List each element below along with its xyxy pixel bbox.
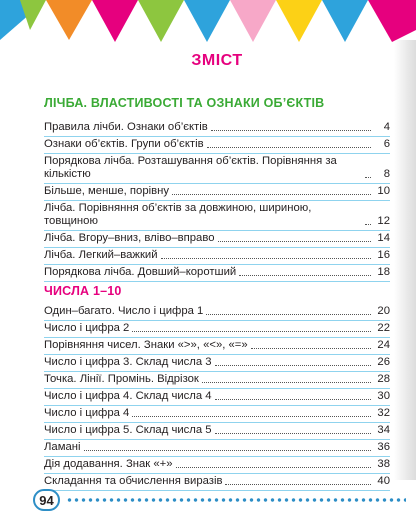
toc-entry[interactable]: [44, 201, 390, 231]
dot-leader: [215, 365, 371, 366]
dot-leader: [211, 130, 371, 131]
dot-leader: [132, 331, 371, 332]
dot-leader: [365, 177, 371, 178]
dot-leader: [206, 314, 371, 315]
toc-list-counting: [44, 120, 390, 282]
dot-leader: [251, 348, 371, 349]
dot-leader: [161, 258, 371, 259]
toc-entry[interactable]: [44, 321, 390, 338]
page-title: ЗМІСТ: [191, 52, 243, 69]
dot-leader: [176, 467, 371, 468]
toc-entry[interactable]: [44, 184, 390, 201]
toc-entry-page: 8: [383, 168, 390, 180]
toc-entry[interactable]: [44, 474, 390, 491]
toc-entry[interactable]: [44, 304, 390, 321]
toc-entry-title: Дія додавання. Знак «+»: [44, 458, 173, 470]
toc-entry[interactable]: [44, 154, 390, 184]
toc-entry-title: Порядкова лічба. Розташування об’єктів. Порівняння за кількістю: [44, 155, 337, 180]
toc-entry-title: Ламані: [44, 441, 81, 453]
toc-entry[interactable]: [44, 338, 390, 355]
toc-entry-title: Число і цифра 2: [44, 322, 130, 334]
toc-entry[interactable]: [44, 406, 390, 423]
toc-entry-page: 16: [377, 249, 390, 261]
footer-dotted-line: [66, 498, 406, 502]
toc-entry-title: Порядкова лічба. Довший–коротший: [44, 266, 237, 278]
toc-entry-title: Лічба. Легкий–важкий: [44, 249, 158, 261]
toc-entry-page: 20: [377, 305, 390, 317]
toc-entry[interactable]: [44, 231, 390, 248]
toc-entry-page: 40: [377, 475, 390, 487]
toc-entry-page: 38: [377, 458, 390, 470]
toc-entry[interactable]: [44, 265, 390, 282]
page-number-badge: 94: [33, 489, 60, 511]
decorative-triangles: [0, 0, 416, 48]
toc-entry-title: Число і цифра 3. Склад числа 3: [44, 356, 212, 368]
toc-entry-page: 10: [377, 185, 390, 197]
dot-leader: [215, 399, 371, 400]
toc-entry[interactable]: [44, 440, 390, 457]
dot-leader: [239, 275, 371, 276]
dot-leader: [172, 194, 371, 195]
toc-entry-title: Один–багато. Число і цифра 1: [44, 305, 204, 317]
toc-entry[interactable]: [44, 372, 390, 389]
toc-entry-page: 34: [377, 424, 390, 436]
toc-entry[interactable]: [44, 423, 390, 440]
dot-leader: [202, 382, 371, 383]
toc-entry-title: Число і цифра 5. Склад числа 5: [44, 424, 212, 436]
toc-entry-page: 26: [377, 356, 390, 368]
toc-entry-title: Лічба. Порівняння об’єктів за довжиною, шириною, товщиною: [44, 202, 312, 227]
toc-entry[interactable]: [44, 355, 390, 372]
toc-entry-page: 36: [377, 441, 390, 453]
toc-entry-title: Число і цифра 4. Склад числа 4: [44, 390, 212, 402]
toc-entry-title: Точка. Лінії. Промінь. Відрізок: [44, 373, 199, 385]
toc-entry-title: Число і цифра 4: [44, 407, 130, 419]
toc-entry-title: Порівняння чисел. Знаки «>», «<», «=»: [44, 339, 248, 351]
dot-leader: [218, 241, 372, 242]
toc-entry-page: 24: [377, 339, 390, 351]
dot-leader: [225, 484, 371, 485]
toc-entry-page: 6: [383, 138, 390, 150]
dot-leader: [365, 224, 371, 225]
toc-entry-title: Більше, менше, порівну: [44, 185, 170, 197]
toc-entry-page: 30: [377, 390, 390, 402]
dot-leader: [207, 147, 371, 148]
toc-entry-title: Ознаки об’єктів. Групи об’єктів: [44, 138, 204, 150]
dot-leader: [132, 416, 371, 417]
toc-entry[interactable]: [44, 457, 390, 474]
toc-entry[interactable]: [44, 137, 390, 154]
toc-entry-page: 32: [377, 407, 390, 419]
next-page-edge: [394, 40, 416, 480]
toc-list-numbers: [44, 304, 390, 491]
dot-leader: [215, 433, 371, 434]
toc-entry-page: 4: [383, 121, 390, 133]
section-heading-counting: ЛІЧБА. ВЛАСТИВОСТІ ТА ОЗНАКИ ОБ’ЄКТІВ: [44, 96, 325, 110]
toc-entry[interactable]: [44, 389, 390, 406]
toc-entry-page: 12: [377, 215, 390, 227]
toc-entry-page: 14: [377, 232, 390, 244]
dot-leader: [84, 450, 372, 451]
section-heading-numbers: ЧИСЛА 1–10: [44, 284, 122, 298]
toc-entry-title: Складання та обчислення виразів: [44, 475, 223, 487]
toc-entry[interactable]: [44, 248, 390, 265]
toc-entry-title: Правила лічби. Ознаки об’єктів: [44, 121, 208, 133]
toc-entry-page: 22: [377, 322, 390, 334]
toc-entry-page: 28: [377, 373, 390, 385]
toc-entry-page: 18: [377, 266, 390, 278]
toc-entry-title: Лічба. Вгору–вниз, вліво–вправо: [44, 232, 215, 244]
toc-entry[interactable]: [44, 120, 390, 137]
